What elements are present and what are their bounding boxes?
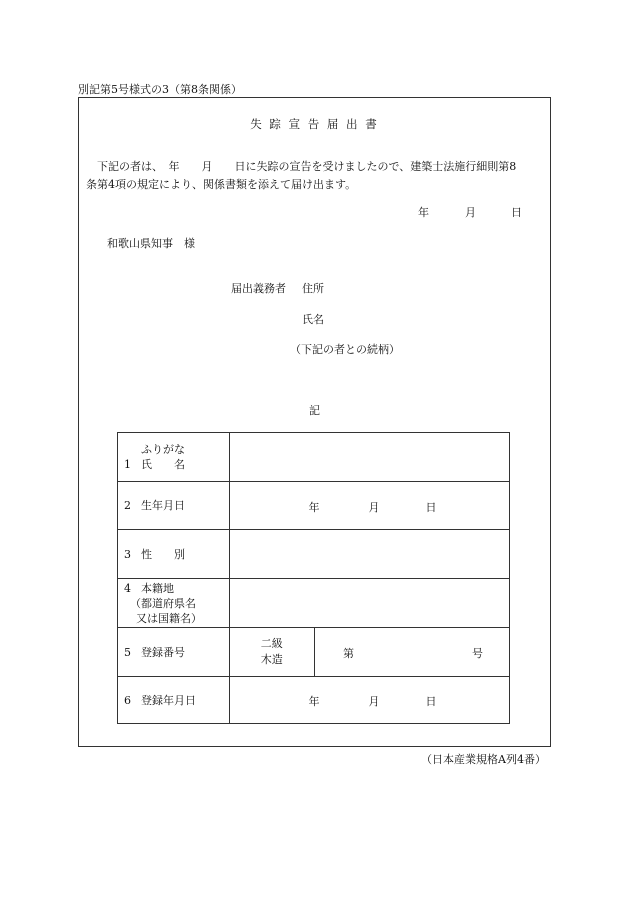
value-domicile[interactable] [229,579,509,628]
intro-line-1: 下記の者は、 年 月 日に失踪の宣告を受けましたので、建築士法施行細則第8 [97,160,517,173]
declarant-relation-label: （下記の者との続柄） [290,343,400,356]
row-label-text: 氏 名 [141,458,185,471]
reg-day: 日 [425,695,437,708]
value-regnum[interactable] [315,628,510,677]
declarant-role: 届出義務者 [231,282,286,295]
value-birthdate[interactable] [229,482,509,530]
form-title: 失 踪 宣 告 届 出 書 [250,117,379,131]
license-class-2: 木造 [260,653,283,666]
birth-day: 日 [425,501,437,514]
reg-month: 月 [368,695,380,708]
declarant-address-label: 住所 [302,282,324,295]
regnum-dai: 第 [343,647,354,660]
registration-table [117,432,510,724]
row-number: 5 [124,645,131,659]
domicile-sub-1: （都道府県名 [130,596,196,610]
domicile-sub-2: 又は国籍名） [136,611,202,625]
license-class-1: 二級 [260,637,283,650]
table-row-regnum [118,628,510,677]
declarant-name-label: 氏名 [302,313,324,326]
row-number: 1 [124,458,131,471]
label-domicile [118,579,230,628]
intro-paragraph [86,158,536,194]
value-regdate[interactable] [229,677,509,724]
ki-heading: 記 [309,404,320,417]
table-row-birthdate [118,482,510,530]
row-number: 6 [124,693,131,707]
intro-line-2: 条第4項の規定により、関係書類を添えて届け出ます。 [86,178,357,191]
row-label-text: 本籍地 [141,581,174,595]
date-day: 日 [511,206,522,219]
regnum-go: 号 [472,647,483,660]
value-sex[interactable] [229,530,509,579]
row-number: 2 [124,499,131,512]
birth-month: 月 [368,501,380,514]
date-month: 月 [465,206,476,219]
row-label-text: 登録番号 [141,645,185,659]
row-label-text: 登録年月日 [141,693,196,707]
table-row-sex [118,530,510,579]
date-year: 年 [418,206,429,219]
table-row-name [118,433,510,482]
furigana-label: ふりがな [141,443,185,456]
label-birthdate [118,482,230,530]
row-label-text: 性 別 [141,547,185,561]
label-sex [118,530,230,579]
row-label-text: 生年月日 [141,499,185,512]
row-number: 3 [124,547,131,561]
reg-year: 年 [308,695,320,708]
paper-size-note: （日本産業規格A列4番） [421,753,546,766]
table-row-domicile [118,579,510,628]
row-number: 4 [124,581,131,595]
value-name[interactable] [229,433,509,482]
license-class-cell [229,628,314,677]
label-regnum [118,628,230,677]
birth-year: 年 [308,501,320,514]
label-name [118,433,230,482]
form-number: 別記第5号様式の3（第8条関係） [78,83,242,96]
label-regdate [118,677,230,724]
table-row-regdate [118,677,510,724]
addressee: 和歌山県知事 様 [107,237,195,250]
